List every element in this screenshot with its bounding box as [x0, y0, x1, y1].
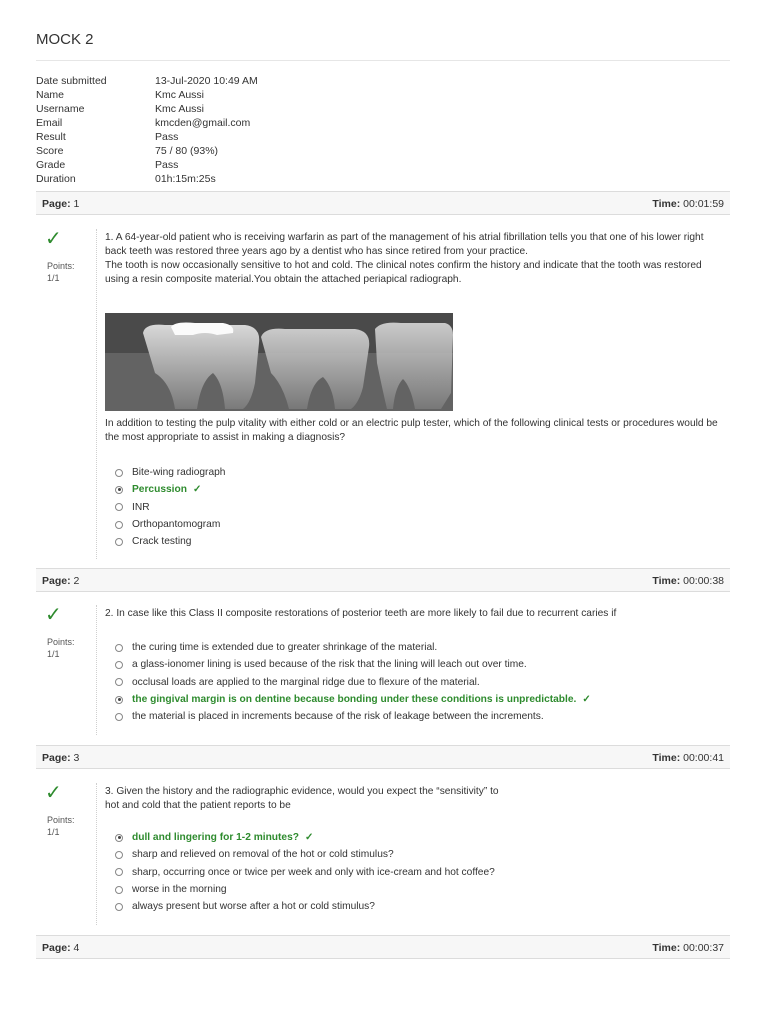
summary-label: Name [36, 89, 65, 101]
option-label: dull and lingering for 1-2 minutes? [132, 832, 299, 844]
summary-label: Username [36, 103, 85, 115]
option-label: INR [132, 501, 150, 513]
option-label: Bite-wing radiograph [132, 467, 226, 479]
check-icon: ✓ [582, 694, 591, 706]
question-2 [36, 605, 730, 735]
question-text [105, 607, 725, 621]
radio-button[interactable] [115, 503, 123, 511]
radio-button[interactable] [115, 538, 123, 546]
summary-value: Pass [155, 131, 179, 143]
summary-value: Pass [155, 159, 179, 171]
answer-option[interactable] [115, 881, 495, 898]
radio-button[interactable] [115, 644, 123, 652]
question-3 [36, 783, 730, 925]
option-label: the material is placed in increments because of the risk of leakage between the increments. [132, 711, 544, 723]
correct-check-icon: ✓ [45, 228, 62, 250]
summary-label: Duration [36, 173, 76, 185]
option-label: worse in the morning [132, 884, 227, 896]
answer-option[interactable] [115, 674, 591, 691]
option-label: Orthopantomogram [132, 519, 221, 531]
page-title: MOCK 2 [36, 31, 94, 48]
radio-button[interactable] [115, 469, 123, 477]
answer-option[interactable] [115, 898, 495, 915]
option-label: a glass-ionomer lining is used because of the risk that the lining will leach out over time. [132, 659, 527, 671]
check-icon: ✓ [304, 832, 314, 844]
page-bar-4 [36, 935, 730, 959]
summary-value: 75 / 80 (93%) [155, 145, 219, 157]
answer-option[interactable] [115, 708, 591, 725]
summary-row-date [36, 74, 258, 88]
answer-option[interactable] [115, 499, 225, 516]
summary-value: Kmc Aussi [155, 89, 205, 101]
radio-button-selected[interactable] [115, 834, 123, 842]
question-stem: 3. Given the history and the radiographic evidence, would you expect the “sensitivity” to [105, 786, 499, 797]
check-icon: ✓ [192, 484, 202, 496]
radio-button[interactable] [115, 886, 123, 894]
option-label: Percussion [132, 484, 187, 496]
page-number: Page: 2 [42, 575, 80, 587]
summary-value: kmcden@gmail.com [155, 117, 251, 129]
page-bar-3 [36, 745, 730, 769]
answer-options [115, 464, 225, 550]
option-label: the curing time is extended due to greater shrinkage of the material. [132, 642, 438, 654]
question-text [105, 231, 725, 287]
radio-button-selected[interactable] [115, 696, 123, 704]
option-label: Crack testing [132, 536, 192, 548]
submission-summary [36, 74, 258, 186]
option-label: sharp and relieved on removal of the hot or cold stimulus? [132, 849, 394, 861]
question-text [105, 785, 725, 813]
summary-row-grade [36, 158, 258, 172]
summary-label: Date submitted [36, 75, 107, 87]
radio-button[interactable] [115, 661, 123, 669]
radio-button[interactable] [115, 903, 123, 911]
answer-option[interactable] [115, 639, 591, 656]
summary-label: Score [36, 145, 64, 157]
option-label: sharp, occurring once or twice per week and only with ice-cream and hot coffee? [132, 866, 495, 878]
page-number: Page: 1 [42, 198, 80, 210]
answer-option-selected[interactable] [115, 829, 495, 846]
question-prompt: In addition to testing the pulp vitality with either cold or an electric pulp tester, which of the following clinical tests or procedures would be the most appropriate to assist in making a diagnosis? [105, 418, 718, 443]
summary-value: 13-Jul-2020 10:49 AM [155, 75, 258, 87]
answer-option[interactable] [115, 864, 495, 881]
page-number: Page: 3 [42, 752, 80, 764]
question-stem: 1. A 64-year-old patient who is receiving warfarin as part of the management of his atrial fibrillation tells you that one of his lower right back teeth was restored three years ago by a dentist who has since retired from your practice. [105, 232, 704, 257]
radio-button[interactable] [115, 851, 123, 859]
answer-option[interactable] [115, 464, 225, 481]
correct-check-icon: ✓ [45, 782, 62, 804]
answer-option-selected[interactable] [115, 691, 591, 708]
radio-button[interactable] [115, 678, 123, 686]
summary-label: Email [36, 117, 63, 129]
summary-label: Grade [36, 159, 66, 171]
summary-value: 01h:15m:25s [155, 173, 216, 185]
page-number: Page: 4 [42, 942, 80, 954]
option-label: always present but worse after a hot or cold stimulus? [132, 901, 375, 913]
question-stem: hot and cold that the patient reports to be [105, 800, 291, 811]
option-label: the gingival margin is on dentine because bonding under these conditions is unpredictable. [132, 694, 577, 706]
page-bar-2 [36, 568, 730, 592]
page-bar-1 [36, 191, 730, 215]
summary-row-email [36, 116, 258, 130]
summary-row-name [36, 88, 258, 102]
title-divider [36, 60, 730, 61]
answer-option[interactable] [115, 516, 225, 533]
summary-row-score [36, 144, 258, 158]
answer-options [115, 829, 495, 915]
question-points: Points: 1/1 [47, 261, 75, 283]
summary-label: Result [36, 131, 66, 143]
answer-option[interactable] [115, 846, 495, 863]
page-time: Time: 00:00:41 [652, 752, 724, 764]
page-time: Time: 00:01:59 [652, 198, 724, 210]
radiograph-image [105, 313, 453, 411]
answer-options [115, 639, 591, 725]
question-points: Points: 1/1 [47, 815, 75, 837]
question-stem: The tooth is now occasionally sensitive to hot and cold. The clinical notes confirm the history and indicate that the tooth was restored using a resin composite material.You obtain the attached periapical radiograph. [105, 260, 702, 285]
correct-check-icon: ✓ [45, 604, 62, 626]
radio-button-selected[interactable] [115, 486, 123, 494]
radio-button[interactable] [115, 521, 123, 529]
answer-option[interactable] [115, 533, 225, 550]
radio-button[interactable] [115, 868, 123, 876]
question-stem: 2. In case like this Class II composite restorations of posterior teeth are more likely to fail due to recurrent caries if [105, 608, 617, 619]
page-time: Time: 00:00:37 [652, 942, 724, 954]
question-points: Points: 1/1 [47, 637, 75, 659]
question-1 [36, 229, 730, 559]
summary-row-result [36, 130, 258, 144]
periapical-radiograph [105, 313, 453, 411]
question-divider [96, 783, 97, 925]
summary-value: Kmc Aussi [155, 103, 205, 115]
summary-row-duration [36, 172, 258, 186]
summary-row-username [36, 102, 258, 116]
radio-button[interactable] [115, 713, 123, 721]
option-label: occlusal loads are applied to the marginal ridge due to flexure of the material. [132, 676, 480, 688]
answer-option[interactable] [115, 656, 591, 673]
question-divider [96, 605, 97, 735]
question-divider [96, 229, 97, 559]
page-time: Time: 00:00:38 [652, 575, 724, 587]
answer-option-selected[interactable] [115, 481, 225, 498]
